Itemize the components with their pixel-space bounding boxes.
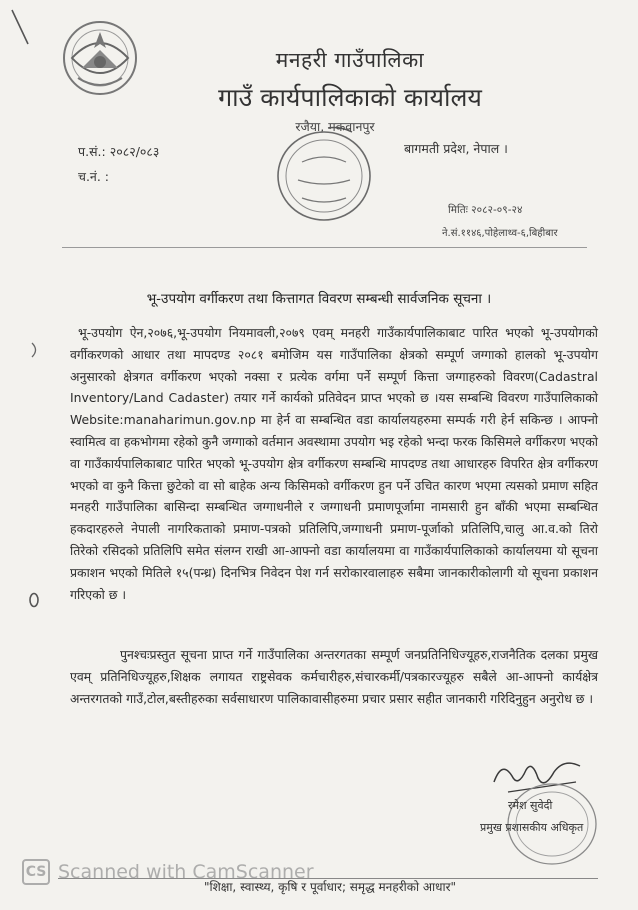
office-address: रजैया, मकवानपुर	[295, 119, 375, 134]
date-value: २०८२-०९-२४	[471, 204, 523, 216]
pen-mark	[10, 8, 32, 48]
dispatch-number	[78, 168, 109, 185]
office-stamp	[268, 122, 388, 230]
municipality-name: मनहरी गाउँपालिका	[275, 48, 425, 72]
reference-label: प.सं.:	[78, 144, 106, 159]
camscanner-logo-icon: CS	[22, 859, 50, 885]
header-divider	[62, 247, 587, 248]
scanner-watermark	[22, 858, 314, 886]
dispatch-label: च.नं. :	[78, 169, 110, 184]
nepal-samvat-date: ने.सं.११४६,पोहेलाथ्व-६,बिहीबार	[442, 228, 558, 239]
signer-name: रमेश सुवेदी	[508, 799, 553, 812]
punch-hole-mark	[28, 592, 40, 608]
notice-postscript-paragraph: पुनश्चःप्रस्तुत सूचना प्राप्त गर्ने गाउँपालिका अन्तरगतका सम्पूर्ण जनप्रतिनिधिज्यूहरु,राजनैतिक दलका प्रमुख एवम् प्रतिनिधिज्यूहरु,शिक्षक लगायत राष्ट्रसेवक कर्मचारीहरु,संचारकर्मी/पत्रकारज्यूहरु सबैले आ-आफ्नो कार्यक्षेत्र अन्तरगतको गाउँ,टोल,बस्तीहरुका सर्वसाधारण पालिकावासीहरुमा प्रचार प्रसार सहीत जानकारी गरिदिनुहुन अनुरोध छ ।	[70, 647, 598, 706]
margin-mark	[30, 342, 40, 358]
signer-designation: प्रमुख प्रशासकीय अधिकृत	[480, 821, 584, 834]
letter-date	[448, 203, 522, 217]
municipality-emblem-logo	[60, 18, 140, 98]
notice-body-paragraph: भू-उपयोग ऐन,२०७६,भू-उपयोग नियमावली,२०७९ एवम् मनहरी गाउँकार्यपालिकाबाट पारित भएको भू-उपयोगको वर्गीकरणको आधार तथा मापदण्ड २०८१ बमोजिम यस गाउँपालिका क्षेत्रको सम्पूर्ण जग्गाको हालको भू-उपयोग अनुसारको क्षेत्रगत वर्गीकरण भएको नक्सा र प्रत्येक वर्गमा पर्ने सम्पूर्ण कित्ता जग्गाहरुको विवरण(Cadastral Inventory/Land Cadaster) तयार गर्ने कार्यको प्रतिवेदन प्राप्त भएको छ ।यस सम्बन्धि विवरण गाउँपालिकाको Website:manaharimun.gov.np मा हेर्न वा सम्बन्धित वडा कार्यालयहरुमा सम्पर्क गरी हेर्न सकिन्छ । आफ्नो स्वामित्व वा हकभोगमा रहेको कुनै जग्गाको वर्तमान अवस्थामा उपयोग भइ रहेको भन्दा फरक किसिमले वर्गीकरण भएको वा गाउँकार्यपालिकाबाट पारित भएको भू-उपयोग क्षेत्र वर्गीकरण सम्बन्धि मापदण्ड तथा आधारहरु विपरित क्षेत्र वर्गीकरण भएको वा कुनै कित्ता छुटेको वा सो बाहेक अन्य किसिमको वर्गीकरण हुन पर्ने उचित कारण भएमा त्यसको प्रमाण सहित मनहरी गाउँपालिका बासिन्दा सम्बन्धित जग्गाधनीले र जग्गाधनी प्रमाणपूर्जामा नामसारी हुन बाँकी भएमा सम्बन्धित हकदारहरुले नेपाली नागरिकताको प्रमाण-पत्रको प्रतिलिपि,जग्गाधनी प्रमाण-पूर्जाको प्रतिलिपि,चालु आ.व.को तिरो तिरेको रसिदको प्रतिलिपि समेत संलग्न राखी आ-आफ्नो वडा कार्यालयमा वा गाउँकार्यपालिकाको कार्यालयमा यो सूचना प्रकाशन भएको मितिले १५(पन्ध्र) दिनभित्र निवेदन पेश गर्न सरोकारवालाहरु सबैमा जानकारीकोलागी यो सूचना प्रकाशन गरिएको छ ।	[70, 325, 598, 602]
office-name: गाउँ कार्यपालिकाको कार्यालय	[218, 83, 482, 112]
notice-title: भू-उपयोग वर्गीकरण तथा कित्तागत विवरण सम्बन्धी सार्वजनिक सूचना ।	[146, 291, 492, 307]
reference-value: २०८२/०८३	[109, 144, 160, 159]
date-label: मितिः	[448, 204, 468, 216]
reference-number	[78, 143, 159, 160]
province-line: बागमती प्रदेश, नेपाल ।	[404, 141, 508, 156]
watermark-text: Scanned with CamScanner	[58, 861, 314, 883]
footer-slogan: "शिक्षा, स्वास्थ्य, कृषि र पूर्वाधार; समृद्ध मनहरीको आधार"	[203, 880, 457, 894]
